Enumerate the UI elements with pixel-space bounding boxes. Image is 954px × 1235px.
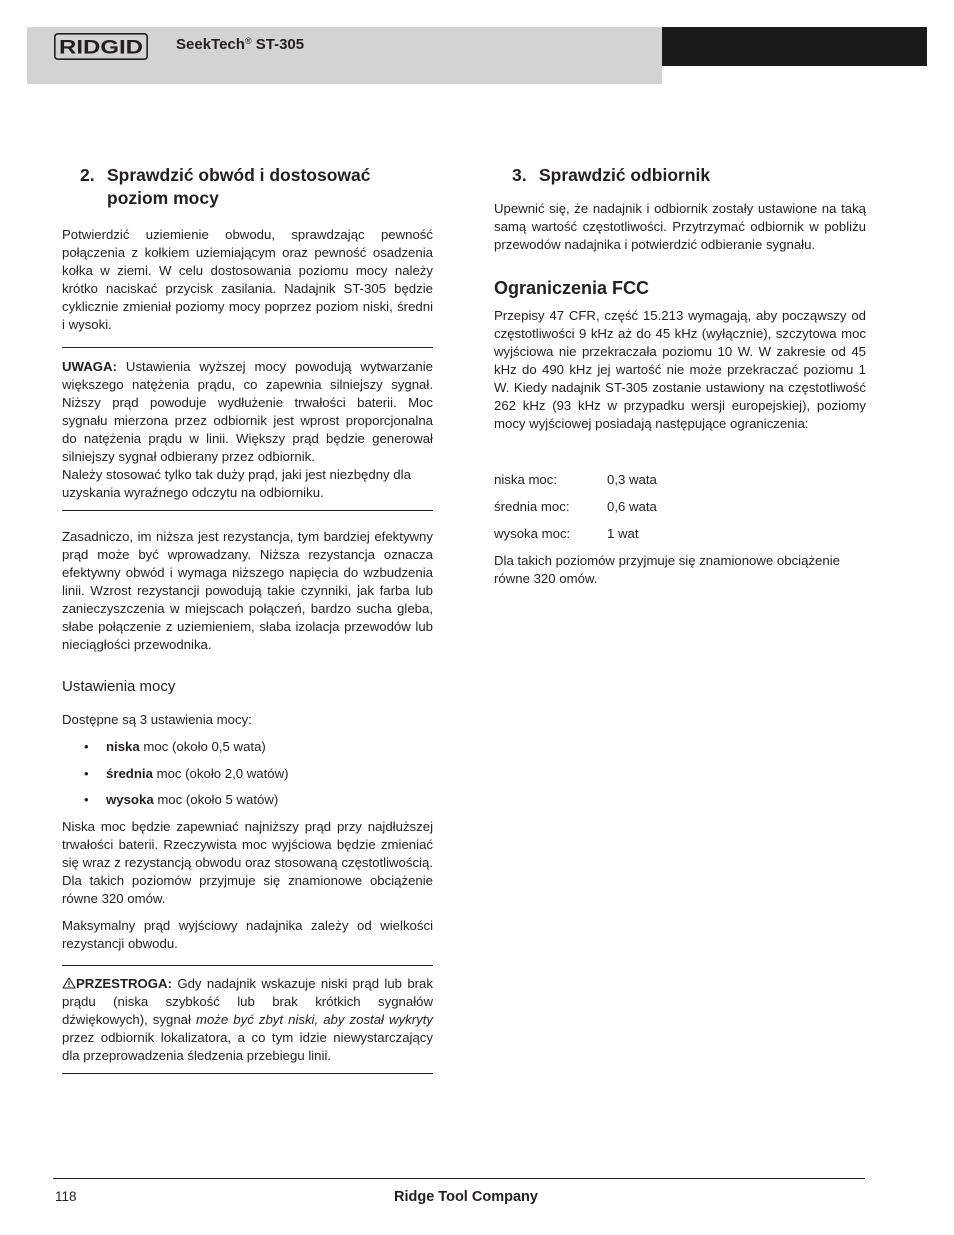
power-settings-list bbox=[62, 738, 433, 809]
section-title: Sprawdzić odbiornik bbox=[539, 165, 711, 185]
caution-paragraph bbox=[62, 975, 433, 1065]
bullet: • bbox=[84, 792, 89, 807]
circuit-check-paragraph: Potwierdzić uziemienie obwodu, sprawdzając pewność połączenia z kołkiem uziemiającym oraz pewność osadzenia kołka w ziemi. W celu dostosowania poziomu mocy należy krótko naciskać przycisk zasilania. Nadajnik ST-305 będzie cyklicznie zmieniał poziomy mocy poprzez poziom niski, średni i wysoki. bbox=[62, 227, 433, 332]
list-item bbox=[62, 791, 433, 809]
level-label: wysoka moc: bbox=[494, 526, 571, 541]
footer-rule bbox=[53, 1178, 865, 1179]
level-name: niska bbox=[106, 739, 140, 754]
level-value: 0,3 wata bbox=[607, 472, 657, 487]
level-desc: moc (około 2,0 watów) bbox=[152, 765, 289, 781]
caution-box bbox=[62, 966, 433, 1065]
power-settings-heading: Ustawienia mocy bbox=[62, 678, 176, 695]
caution-label: PRZESTROGA: bbox=[76, 975, 172, 991]
bullet: • bbox=[84, 765, 89, 781]
left-column bbox=[62, 164, 433, 1074]
notice-paragraph-2: Należy stosować tylko tak duży prąd, jaki jest niezbędny dla uzyskania wyraźnego odczytu na odbiorniku. bbox=[62, 467, 411, 500]
level-label: niska moc: bbox=[494, 472, 558, 487]
section-number: 3. bbox=[512, 165, 527, 185]
section-title: Sprawdzić obwód i dostosować poziom mocy bbox=[107, 165, 371, 208]
caution-text: przez odbiornik lokalizatora, a co tym idzie niewystarczający dla przeprowadzenia śledzenia przebiegu linii. bbox=[62, 1029, 433, 1063]
max-current-paragraph: Maksymalny prąd wyjściowy nadajnika zależy od wielkości rezystancji obwodu. bbox=[62, 917, 433, 951]
right-column bbox=[494, 164, 866, 588]
divider bbox=[62, 1073, 433, 1074]
notice-paragraph bbox=[62, 358, 433, 466]
section-2-heading bbox=[62, 164, 433, 210]
section-number: 2. bbox=[80, 165, 95, 185]
list-item bbox=[62, 765, 433, 783]
level-desc: moc (około 0,5 wata) bbox=[139, 739, 266, 754]
level-desc: moc (około 5 watów) bbox=[153, 792, 279, 807]
notice-text: Ustawienia wyższej mocy powodują wytwarzanie większego natężenia prądu, co zapewnia silniejszy sygnał. Niższy prąd powoduje wydłużenie trwałości baterii. Moc sygnału mierzona przez odbiornik jest wprost proporcjonalna do natężenia prądu w linii. Większy prąd będzie generował silniejszy sygnał odbierany przez odbiornik. bbox=[62, 359, 433, 464]
available-settings-text: Dostępne są 3 ustawienia mocy: bbox=[62, 712, 252, 727]
divider bbox=[62, 510, 433, 511]
product-name: SeekTech bbox=[176, 36, 245, 53]
header-title bbox=[176, 36, 304, 53]
fcc-heading: Ograniczenia FCC bbox=[494, 278, 650, 298]
caution-italic-text: może być zbyt niski, aby został wykryty bbox=[195, 1011, 433, 1027]
resistance-paragraph: Zasadniczo, im niższa jest rezystancja, tym bardziej efektywny prąd może być wprowadzany. Niższa rezystancja oznacza efektywny obwód i wymaga niższego napięcia do wzbudzenia linii. Wzrost rezystancji powodują takie czynniki, jak farba lub zanieczyszczenia w miejscach połączeń, bardzo sucha gleba, słabe połączenie z uziemieniem, słaba izolacja przewodów lub nieciągłości przewodnika. bbox=[62, 529, 433, 652]
fcc-paragraph: Przepisy 47 CFR, część 15.213 wymagają, aby począwszy od częstotliwości 9 kHz aż do 45 kHz (wyłącznie), szczytowa moc wyjściowa nie przekraczała poziomu 10 W. W zakresie od 45 kHz do 490 kHz jej wartość nie może przekraczać poziomu 1 W. Kiedy nadajnik ST-305 zostanie ustawiony na częstotliwość 262 kHz (93 kHz w przypadku wersji europejskiej), poziomy mocy wyjściowej posiadają następujące ograniczenia: bbox=[494, 308, 866, 431]
caution-text: Gdy nadajnik wskazuje niski prąd lub brak prądu (niska szybkość lub brak krótkich sygnałów dźwiękowych), sygnał bbox=[62, 975, 433, 1027]
level-name: średnia bbox=[106, 765, 153, 781]
level-label: średnia moc: bbox=[494, 499, 570, 514]
fcc-power-levels-table bbox=[494, 471, 657, 552]
list-item bbox=[62, 738, 433, 756]
table-row bbox=[494, 498, 657, 525]
model-name: ST-305 bbox=[251, 36, 305, 53]
level-value: 0,6 wata bbox=[607, 499, 657, 514]
fcc-load-note: Dla takich poziomów przyjmuje się znamionowe obciążenie równe 320 omów. bbox=[494, 553, 840, 586]
receiver-check-paragraph: Upewnić się, że nadajnik i odbiornik zostały ustawione na taką samą wartość częstotliwości. Przytrzymać odbiornik w pobliżu przewodów nadajnika i potwierdzić odbieranie sygnału. bbox=[494, 201, 866, 252]
level-name: wysoka bbox=[106, 792, 154, 807]
notice-box bbox=[62, 348, 433, 502]
logo-text: RIDGID bbox=[59, 36, 143, 59]
company-name: Ridge Tool Company bbox=[394, 1189, 538, 1205]
level-value: 1 wat bbox=[607, 526, 639, 541]
notice-label: UWAGA: bbox=[62, 359, 117, 374]
page-number: 118 bbox=[55, 1189, 77, 1204]
ridgid-logo bbox=[54, 33, 148, 60]
table-row bbox=[494, 471, 657, 498]
bullet: • bbox=[84, 739, 89, 754]
header-black-band bbox=[662, 27, 927, 66]
section-3-heading bbox=[494, 164, 866, 187]
warning-triangle-icon bbox=[62, 977, 76, 989]
low-power-paragraph: Niska moc będzie zapewniać najniższy prąd przy najdłuższej trwałości baterii. Rzeczywista moc wyjściowa będzie zmieniać się wraz z rezystancją obwodu oraz stosowaną częstotliwością. Dla takich poziomów przyjmuje się znamionowe obciążenie równe 320 omów. bbox=[62, 818, 433, 906]
table-row bbox=[494, 525, 657, 552]
registered-mark: ® bbox=[244, 36, 252, 46]
